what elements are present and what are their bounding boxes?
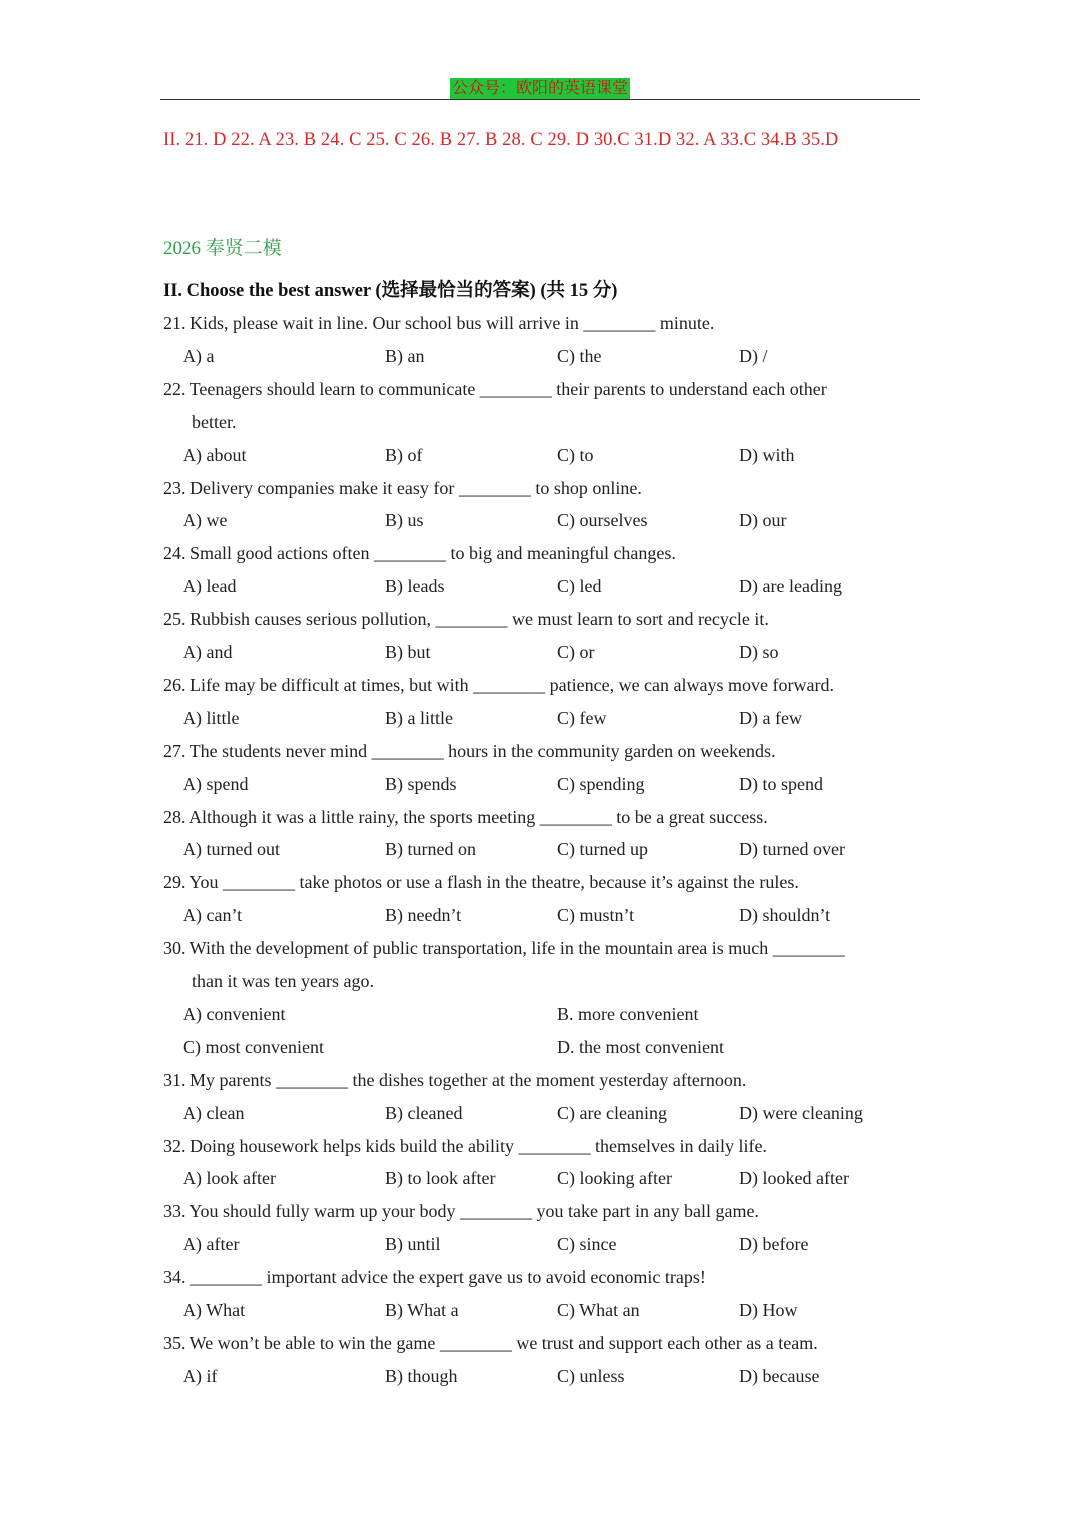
answer-option: B) spends xyxy=(385,773,457,794)
question-stem-continued: better. xyxy=(192,411,237,432)
question-stem: 23. Delivery companies make it easy for ________ to shop online. xyxy=(163,477,642,498)
question-stem: 28. Although it was a little rainy, the sports meeting ________ to be a great success. xyxy=(163,806,768,827)
answer-option: C) spending xyxy=(557,773,645,794)
question-stem: 30. With the development of public transportation, life in the mountain area is much ________ xyxy=(163,938,845,959)
answer-option: A) if xyxy=(183,1365,218,1386)
answer-option: B) though xyxy=(385,1365,458,1386)
answer-option: D) / xyxy=(739,345,768,366)
answer-option: B) until xyxy=(385,1234,441,1255)
answer-option: C) turned up xyxy=(557,839,648,860)
question-stem-continued: than it was ten years ago. xyxy=(192,971,374,991)
question-stem: 26. Life may be difficult at times, but with ________ patience, we can always move forward. xyxy=(163,674,834,695)
answer-option: D) before xyxy=(739,1234,809,1255)
answer-option: C) led xyxy=(557,576,602,597)
answer-option: B) of xyxy=(385,444,423,465)
question-stem: 29. You ________ take photos or use a flash in the theatre, because it’s against the rules. xyxy=(163,872,799,893)
answer-option: A) spend xyxy=(183,773,249,794)
answer-option: B) needn’t xyxy=(385,905,462,926)
answer-option: B) a little xyxy=(385,707,453,728)
answer-option: B) to look after xyxy=(385,1168,496,1189)
exam-title: 2026 奉贤二模 xyxy=(163,238,282,259)
answer-option: B) cleaned xyxy=(385,1102,463,1123)
answer-option: A) What xyxy=(183,1300,246,1320)
answer-option: C) since xyxy=(557,1234,617,1255)
question-stem: 32. Doing housework helps kids build the ability ________ themselves in daily life. xyxy=(163,1135,767,1156)
answer-option: C) ourselves xyxy=(557,510,648,531)
answer-option: C) few xyxy=(557,707,607,728)
answer-option: A) a xyxy=(183,345,215,366)
answer-option: B) an xyxy=(385,345,425,366)
answer-option: A) lead xyxy=(183,576,237,597)
answer-option: A) convenient xyxy=(183,1003,286,1024)
question-stem: 25. Rubbish causes serious pollution, ________ we must learn to sort and recycle it. xyxy=(163,609,769,630)
header-label: 公众号：欧阳的英语课堂 xyxy=(450,78,630,100)
answer-option: A) after xyxy=(183,1234,240,1255)
answer-option: D) looked after xyxy=(739,1168,849,1189)
answer-option: A) and xyxy=(183,642,233,662)
answer-option: D) How xyxy=(739,1300,798,1320)
question-stem: 22. Teenagers should learn to communicate ________ their parents to understand each other xyxy=(163,378,827,399)
answer-option: D) because xyxy=(739,1365,820,1386)
answer-option: C) the xyxy=(557,345,602,366)
answer-option: D) to spend xyxy=(739,773,823,794)
header-divider xyxy=(160,99,920,100)
answer-option: D) a few xyxy=(739,707,802,728)
answer-option: B) What a xyxy=(385,1300,459,1320)
answer-option: B. more convenient xyxy=(557,1003,699,1024)
answer-option: D) shouldn’t xyxy=(739,905,831,926)
answer-option: A) can’t xyxy=(183,905,243,926)
answer-option: A) we xyxy=(183,510,228,531)
answer-option: A) look after xyxy=(183,1168,276,1189)
answer-option: C) or xyxy=(557,642,595,662)
question-stem: 33. You should fully warm up your body ________ you take part in any ball game. xyxy=(163,1201,759,1222)
question-stem: 35. We won’t be able to win the game ________ we trust and support each other as a team. xyxy=(163,1332,818,1353)
answer-option: C) unless xyxy=(557,1365,625,1386)
answer-option: A) about xyxy=(183,444,247,465)
answer-option: C) mustn’t xyxy=(557,905,635,926)
answer-option: A) turned out xyxy=(183,839,280,860)
answer-key: II. 21. D 22. A 23. B 24. C 25. C 26. B 27. B 28. C 29. D 30.C 31.D 32. A 33.C 34.B 35.D xyxy=(163,130,839,150)
answer-option: C) looking after xyxy=(557,1168,672,1189)
answer-option: B) us xyxy=(385,510,424,531)
answer-option: A) little xyxy=(183,707,240,728)
answer-option: D) turned over xyxy=(739,839,845,860)
answer-option: C) most convenient xyxy=(183,1036,324,1057)
answer-option: D) so xyxy=(739,642,779,662)
answer-option: B) turned on xyxy=(385,839,476,860)
question-stem: 21. Kids, please wait in line. Our school bus will arrive in ________ minute. xyxy=(163,313,715,333)
answer-option: B) leads xyxy=(385,576,445,597)
question-stem: 31. My parents ________ the dishes together at the moment yesterday afternoon. xyxy=(163,1069,747,1090)
answer-option: D) are leading xyxy=(739,576,842,597)
answer-option: A) clean xyxy=(183,1102,245,1123)
answer-option: D) our xyxy=(739,510,787,531)
question-stem: 24. Small good actions often ________ to big and meaningful changes. xyxy=(163,543,676,564)
question-stem: 34. ________ important advice the expert gave us to avoid economic traps! xyxy=(163,1267,706,1288)
answer-option: C) are cleaning xyxy=(557,1102,667,1123)
answer-option: C) What an xyxy=(557,1300,640,1320)
answer-option: C) to xyxy=(557,444,594,465)
answer-option: D. the most convenient xyxy=(557,1036,724,1057)
section-heading: II. Choose the best answer (选择最恰当的答案) (共 15 分) xyxy=(163,281,618,301)
question-stem: 27. The students never mind ________ hours in the community garden on weekends. xyxy=(163,740,776,761)
answer-option: D) with xyxy=(739,444,795,465)
answer-option: B) but xyxy=(385,642,431,662)
answer-option: D) were cleaning xyxy=(739,1102,863,1123)
